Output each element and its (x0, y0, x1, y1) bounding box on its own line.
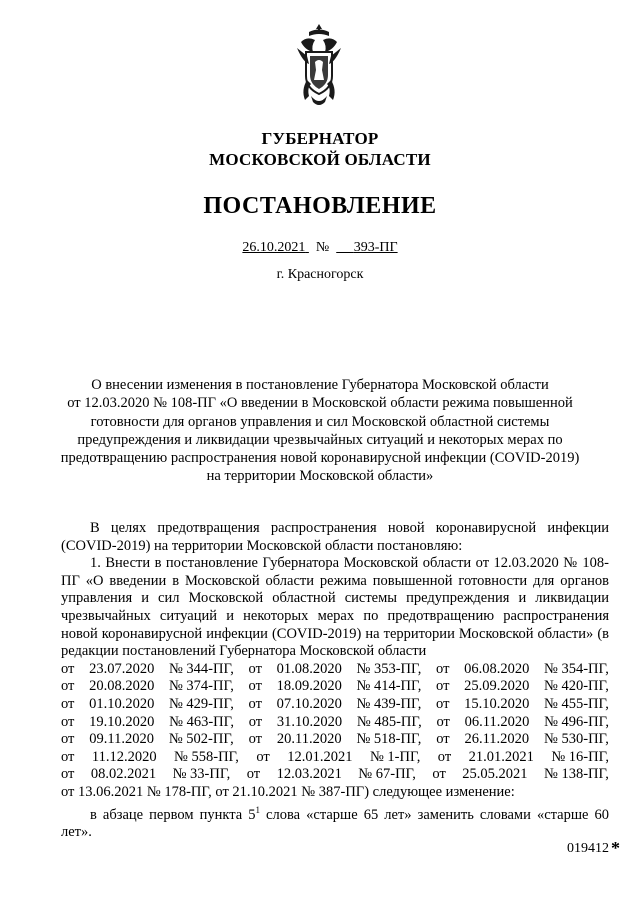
amendment-token: 21.01.2021 (468, 748, 534, 765)
amendment-token: 12.01.2021 (287, 748, 353, 765)
amendment-token: 20.08.2020 (89, 678, 155, 695)
title-line: готовности для органов управления и сил Московской областной системы (90, 413, 550, 430)
amendment-token: от (436, 695, 450, 712)
amendment-token: № 344-ПГ, (168, 660, 234, 677)
amendment-token: № 16-ПГ, (551, 748, 609, 765)
amendment-token: 15.10.2020 (464, 695, 530, 712)
issuer-title: ГУБЕРНАТОР (261, 129, 379, 148)
amendment-token: от (61, 660, 75, 677)
amendments-tail: от 13.06.2021 № 178-ПГ, от 21.10.2021 № 387-ПГ) следующее изменение: (61, 783, 515, 800)
title-line: О внесении изменения в постановление Губернатора Московской области (91, 377, 549, 393)
amendment-token: 18.09.2020 (276, 678, 342, 695)
amendment-token: № 354-ПГ, (544, 660, 609, 677)
amendment-token: 19.10.2020 (89, 713, 155, 730)
amendment-token: от (61, 766, 75, 783)
clause-1-paragraph: 1. Внести в постановление Губернатора Московской области от 12.03.2020 № 108-ПГ «О введении в Московской области режима повышенной готовности для органов управления и сил Московской областной системы предупреждения и ликвидации чрезвычайных ситуаций и некоторых мерах по предотвращению распространения новой коронавирусной инфекции (COVID-2019) на территории Московской области» (в редакции постановлений Губернатора Московской области (61, 555, 609, 660)
amendment-token: № 485-ПГ, (356, 713, 422, 730)
amendment-token: № 138-ПГ, (544, 766, 609, 783)
amendment-token: от (436, 731, 450, 748)
amendment-token: № 496-ПГ, (544, 713, 609, 730)
amendment-token: 11.12.2020 (91, 748, 157, 765)
amendment-token: от (432, 766, 446, 783)
amendment-token: № 439-ПГ, (356, 695, 422, 712)
amendment-token: от (256, 748, 270, 765)
amendment-token: № 455-ПГ, (544, 695, 609, 712)
amendment-token: № 420-ПГ, (544, 678, 609, 695)
amendment-token: № 67-ПГ, (358, 766, 416, 783)
document-date: 26.10.2021 (242, 240, 306, 255)
amendment-token: 12.03.2021 (276, 766, 342, 783)
amendment-token: от (61, 713, 75, 730)
amendments-list (61, 661, 609, 784)
amendment-token: 25.09.2020 (464, 678, 530, 695)
amendment-token: от (436, 713, 450, 730)
amendment-token: 07.10.2020 (276, 695, 342, 712)
amendment-row (61, 661, 609, 679)
amendment-token: от (248, 695, 262, 712)
document-title (60, 376, 580, 486)
amendment-token: № 414-ПГ, (356, 678, 422, 695)
amendment-row (61, 714, 609, 732)
amendment-token: № 530-ПГ, (544, 731, 609, 748)
amendment-token: 26.11.2020 (464, 731, 530, 748)
amendment-token: от (437, 748, 452, 765)
change-paragraph (61, 802, 609, 842)
title-line: на территории Московской области» (206, 468, 434, 485)
amendment-token: № 558-ПГ, (174, 748, 239, 765)
amendment-token: 01.08.2020 (276, 660, 342, 677)
amendment-token: от (61, 748, 75, 765)
amendment-token: от (61, 731, 75, 748)
change-text-a: в абзаце первом пункта 5 (90, 806, 256, 823)
document-body (61, 520, 609, 842)
coat-of-arms-icon (293, 22, 345, 108)
document-type: ПОСТАНОВЛЕНИЕ (203, 193, 437, 219)
amendment-token: № 502-ПГ, (168, 731, 234, 748)
amendment-row (61, 696, 609, 714)
document-code (567, 838, 620, 859)
amendment-token: № 463-ПГ, (169, 713, 235, 730)
amendment-token: № 374-ПГ, (168, 678, 234, 695)
amendment-token: от (248, 660, 262, 677)
date-number-line (0, 240, 640, 256)
star-mark: * (611, 838, 620, 858)
amendment-token: от (248, 678, 262, 695)
amendment-token: 08.02.2021 (90, 766, 157, 783)
amendment-token: от (248, 731, 262, 748)
amendment-token: № 353-ПГ, (356, 660, 422, 677)
amendment-token: 23.07.2020 (89, 660, 155, 677)
preamble-paragraph: В целях предотвращения распространения новой коронавирусной инфекции (COVID-2019) на территории Московской области постановляю: (61, 520, 609, 554)
change-superscript: 1 (255, 804, 260, 815)
amendment-token: № 33-ПГ, (172, 766, 231, 783)
amendment-token: 20.11.2020 (276, 731, 342, 748)
amendment-token: 06.11.2020 (464, 713, 530, 730)
issue-city: г. Красногорск (276, 267, 364, 282)
number-sign: № (315, 240, 330, 255)
amendment-token: № 1-ПГ, (369, 748, 421, 765)
amendment-token: № 518-ПГ, (356, 731, 422, 748)
amendment-token: 06.08.2020 (464, 660, 530, 677)
amendment-token: от (248, 713, 263, 730)
amendment-token: от (246, 766, 261, 783)
amendment-token: № 429-ПГ, (168, 695, 234, 712)
amendment-token: 09.11.2020 (89, 731, 154, 748)
title-line: предотвращению распространения новой коронавирусной инфекции (COVID-2019) (60, 450, 580, 467)
amendment-token: 25.05.2021 (462, 766, 528, 783)
document-number: 393-ПГ (353, 240, 398, 255)
amendment-token: от (436, 678, 450, 695)
issuer-region: МОСКОВСКОЙ ОБЛАСТИ (209, 150, 431, 169)
amendment-row (61, 731, 609, 749)
amendment-token: от (436, 660, 450, 677)
amendment-token: от (61, 695, 75, 712)
amendment-row (61, 678, 609, 696)
form-code: 019412 (567, 841, 609, 856)
amendment-row (61, 749, 609, 767)
title-line: предупреждения и ликвидации чрезвычайных ситуаций и некоторых мерах по (77, 431, 563, 448)
amendment-token: 01.10.2020 (89, 695, 155, 712)
amendment-token: от (61, 678, 75, 695)
change-text-b: слова «старше 65 лет» заменить словами «старше 60 лет». (61, 806, 610, 841)
title-line: от 12.03.2020 № 108-ПГ «О введении в Московской области режима повышенной (67, 395, 573, 412)
amendment-row (61, 766, 609, 784)
amendment-token: 31.10.2020 (276, 713, 343, 730)
